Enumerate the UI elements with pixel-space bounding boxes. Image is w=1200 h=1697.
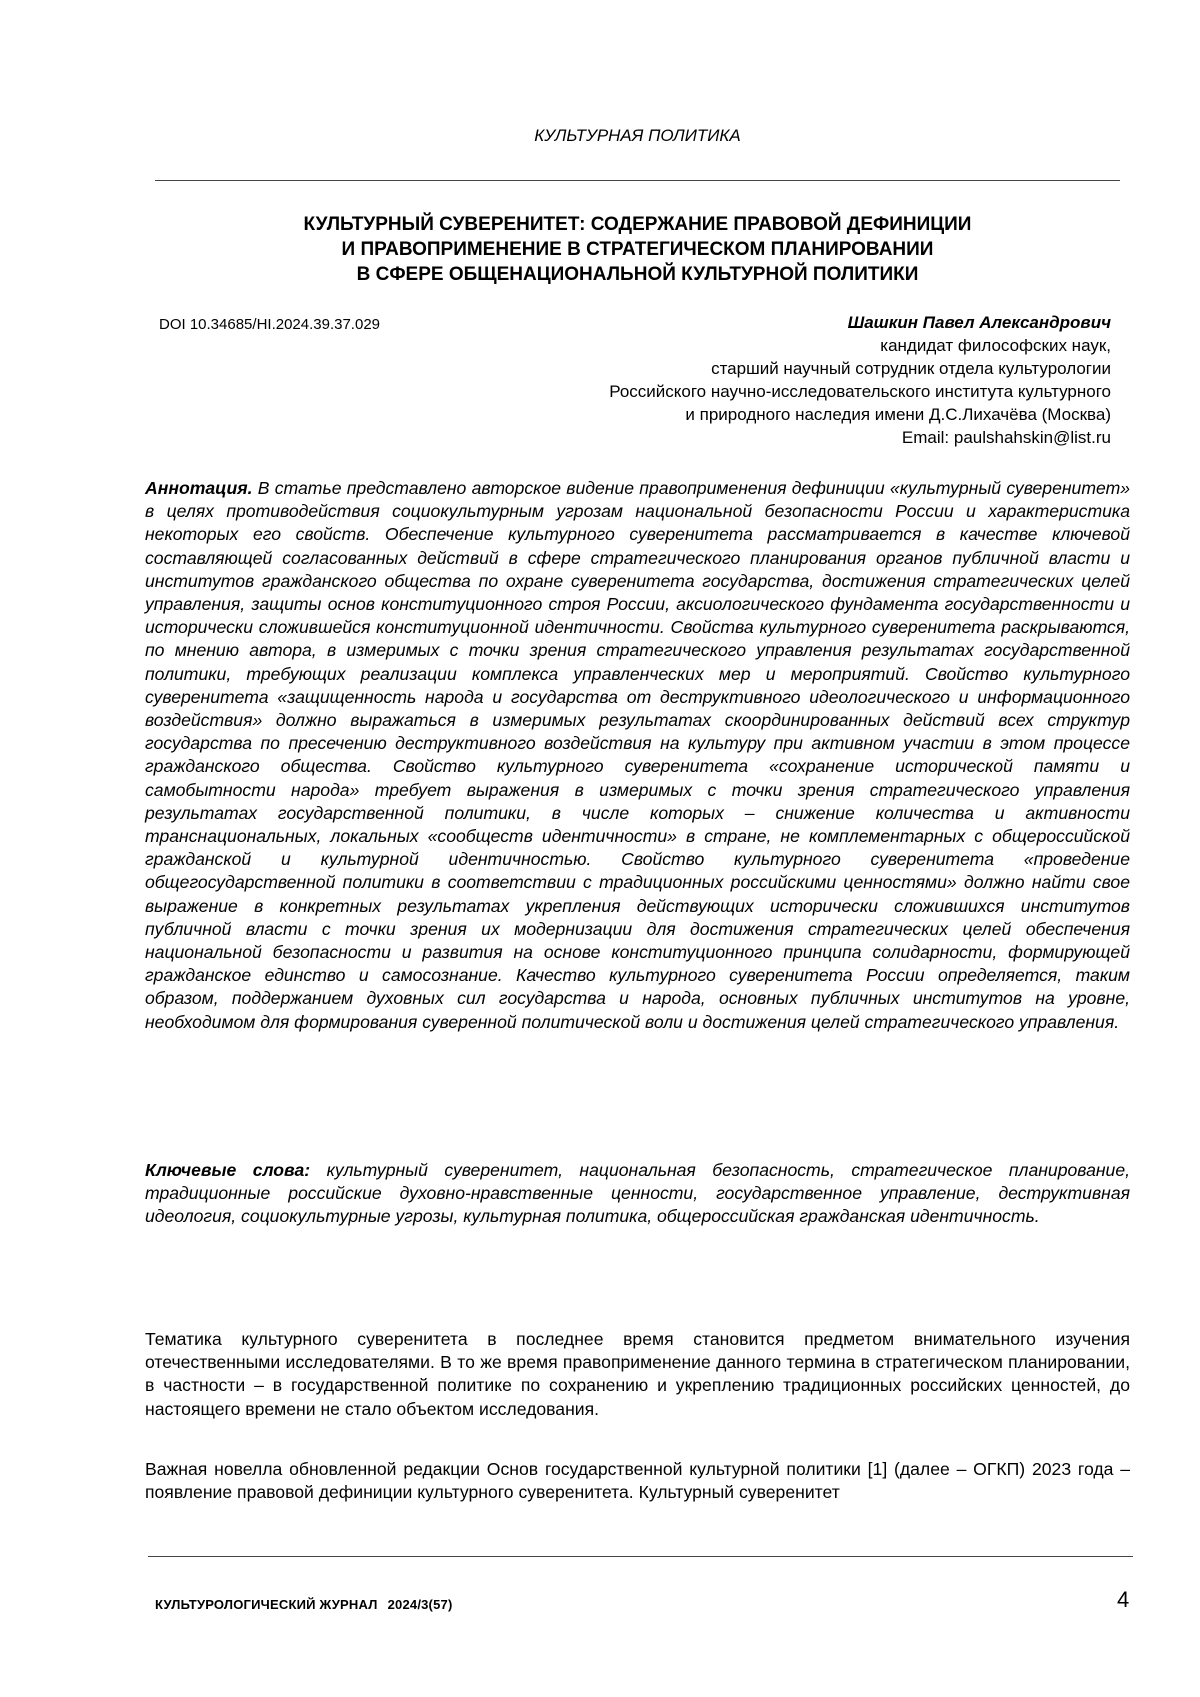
journal-name: КУЛЬТУРОЛОГИЧЕСКИЙ ЖУРНАЛ	[155, 1597, 378, 1612]
abstract-label: Аннотация.	[145, 478, 253, 498]
author-institute-line-2: и природного наследия имени Д.С.Лихачёва (Москва)	[685, 405, 1111, 424]
title-line-1: КУЛЬТУРНЫЙ СУВЕРЕНИТЕТ: СОДЕРЖАНИЕ ПРАВОВОЙ ДЕФИНИЦИИ	[303, 214, 972, 235]
journal-footer	[155, 1597, 452, 1612]
header-divider	[155, 180, 1120, 181]
author-email: Email: paulshahskin@list.ru	[901, 428, 1111, 447]
section-heading: КУЛЬТУРНАЯ ПОЛИТИКА	[534, 126, 741, 145]
abstract	[145, 477, 1130, 1034]
keywords-label: Ключевые слова:	[145, 1160, 311, 1180]
abstract-text: В статье представлено авторское видение правоприменения дефиниции «культурный суверенитет» в целях противодействия социокультурным угрозам национальной безопасности России и характеристика некоторых его свойств. Обеспечение культурного суверенитета рассматривается в качестве ключевой составляющей согласованных действий в сфере стратегического планирования органов публичной власти и институтов гражданского общества по охране суверенитета государства, достижения стратегических целей управления, защиты основ конституционного строя России, аксиологического фундамента государственности и исторически сложившейся конституционной идентичности. Свойства культурного суверенитета раскрываются, по мнению автора, в измеримых с точки зрения стратегического управления результатах государственной политики, требующих реализации комплекса управленческих мер и мероприятий. Свойство культурного суверенитета «защищенность народа и государства от деструктивного идеологического и информационного воздействия» должно выражаться в измеримых результатах скоординированных действий всех структур государства по пресечению деструктивного воздействия на культуру при активном участии в этом процессе гражданского общества. Свойство культурного суверенитета «сохранение исторической памяти и самобытности народа» требует выражения в измеримых с точки зрения стратегического управления результатах государственной политики, в числе которых – снижение количества и активности транснациональных, локальных «сообществ идентичности» в стране, не комплементарных с общероссийской гражданской и культурной идентичностью. Свойство культурного суверенитета «проведение общегосударственной политики в соответствии с традиционных российскими ценностями» должно найти свое выражение в конкретных результатах укрепления действующих исторически сложившихся институтов публичной власти с точки зрения их модернизации для достижения стратегических целей обеспечения национальной безопасности и развития на основе конституционного принципа солидарности, формирующей гражданское единство и самосознание. Качество культурного суверенитета России определяется, таким образом, поддержанием духовных сил государства и народа, основных публичных институтов на уровне, необходимом для формирования суверенной политической воли и достижения целей стратегического управления.	[145, 478, 1131, 1032]
author-position: старший научный сотрудник отдела культурологии	[711, 359, 1111, 378]
author-name: Шашкин Павел Александрович	[847, 313, 1111, 332]
author-block	[609, 311, 1111, 449]
doi: DOI 10.34685/HI.2024.39.37.029	[159, 316, 381, 333]
journal-issue: 2024/3(57)	[387, 1597, 453, 1612]
title-line-3: В СФЕРЕ ОБЩЕНАЦИОНАЛЬНОЙ КУЛЬТУРНОЙ ПОЛИТИКИ	[356, 264, 919, 285]
footer-divider	[148, 1556, 1133, 1557]
body-paragraph-1: Тематика культурного суверенитета в последнее время становится предметом внимательного изучения отечественными исследователями. В то же время правоприменение данного термина в стратегическом планировании, в частности – в государственной политике по сохранению и укреплению традиционных российских ценностей, до настоящего времени не стало объектом исследования.	[145, 1329, 1130, 1419]
title-line-2: И ПРАВОПРИМЕНЕНИЕ В СТРАТЕГИЧЕСКОМ ПЛАНИРОВАНИИ	[341, 239, 934, 260]
keywords	[145, 1159, 1130, 1229]
keywords-text: культурный суверенитет, национальная безопасность, стратегическое планирование, традиционные российские духовно-нравственные ценности, государственное управление, деструктивная идеология, социокультурные угрозы, культурная политика, общероссийская гражданская идентичность.	[145, 1160, 1131, 1227]
page-number: 4	[1117, 1587, 1130, 1612]
body-paragraph-2: Важная новелла обновленной редакции Основ государственной культурной политики [1] (далее – ОГКП) 2023 года – появление правовой дефиниции культурного суверенитета. Культурный суверенитет	[145, 1459, 1130, 1503]
author-degree: кандидат философских наук,	[880, 336, 1111, 355]
article-title	[155, 212, 1120, 287]
author-institute-line-1: Российского научно-исследовательского института культурного	[609, 382, 1111, 401]
